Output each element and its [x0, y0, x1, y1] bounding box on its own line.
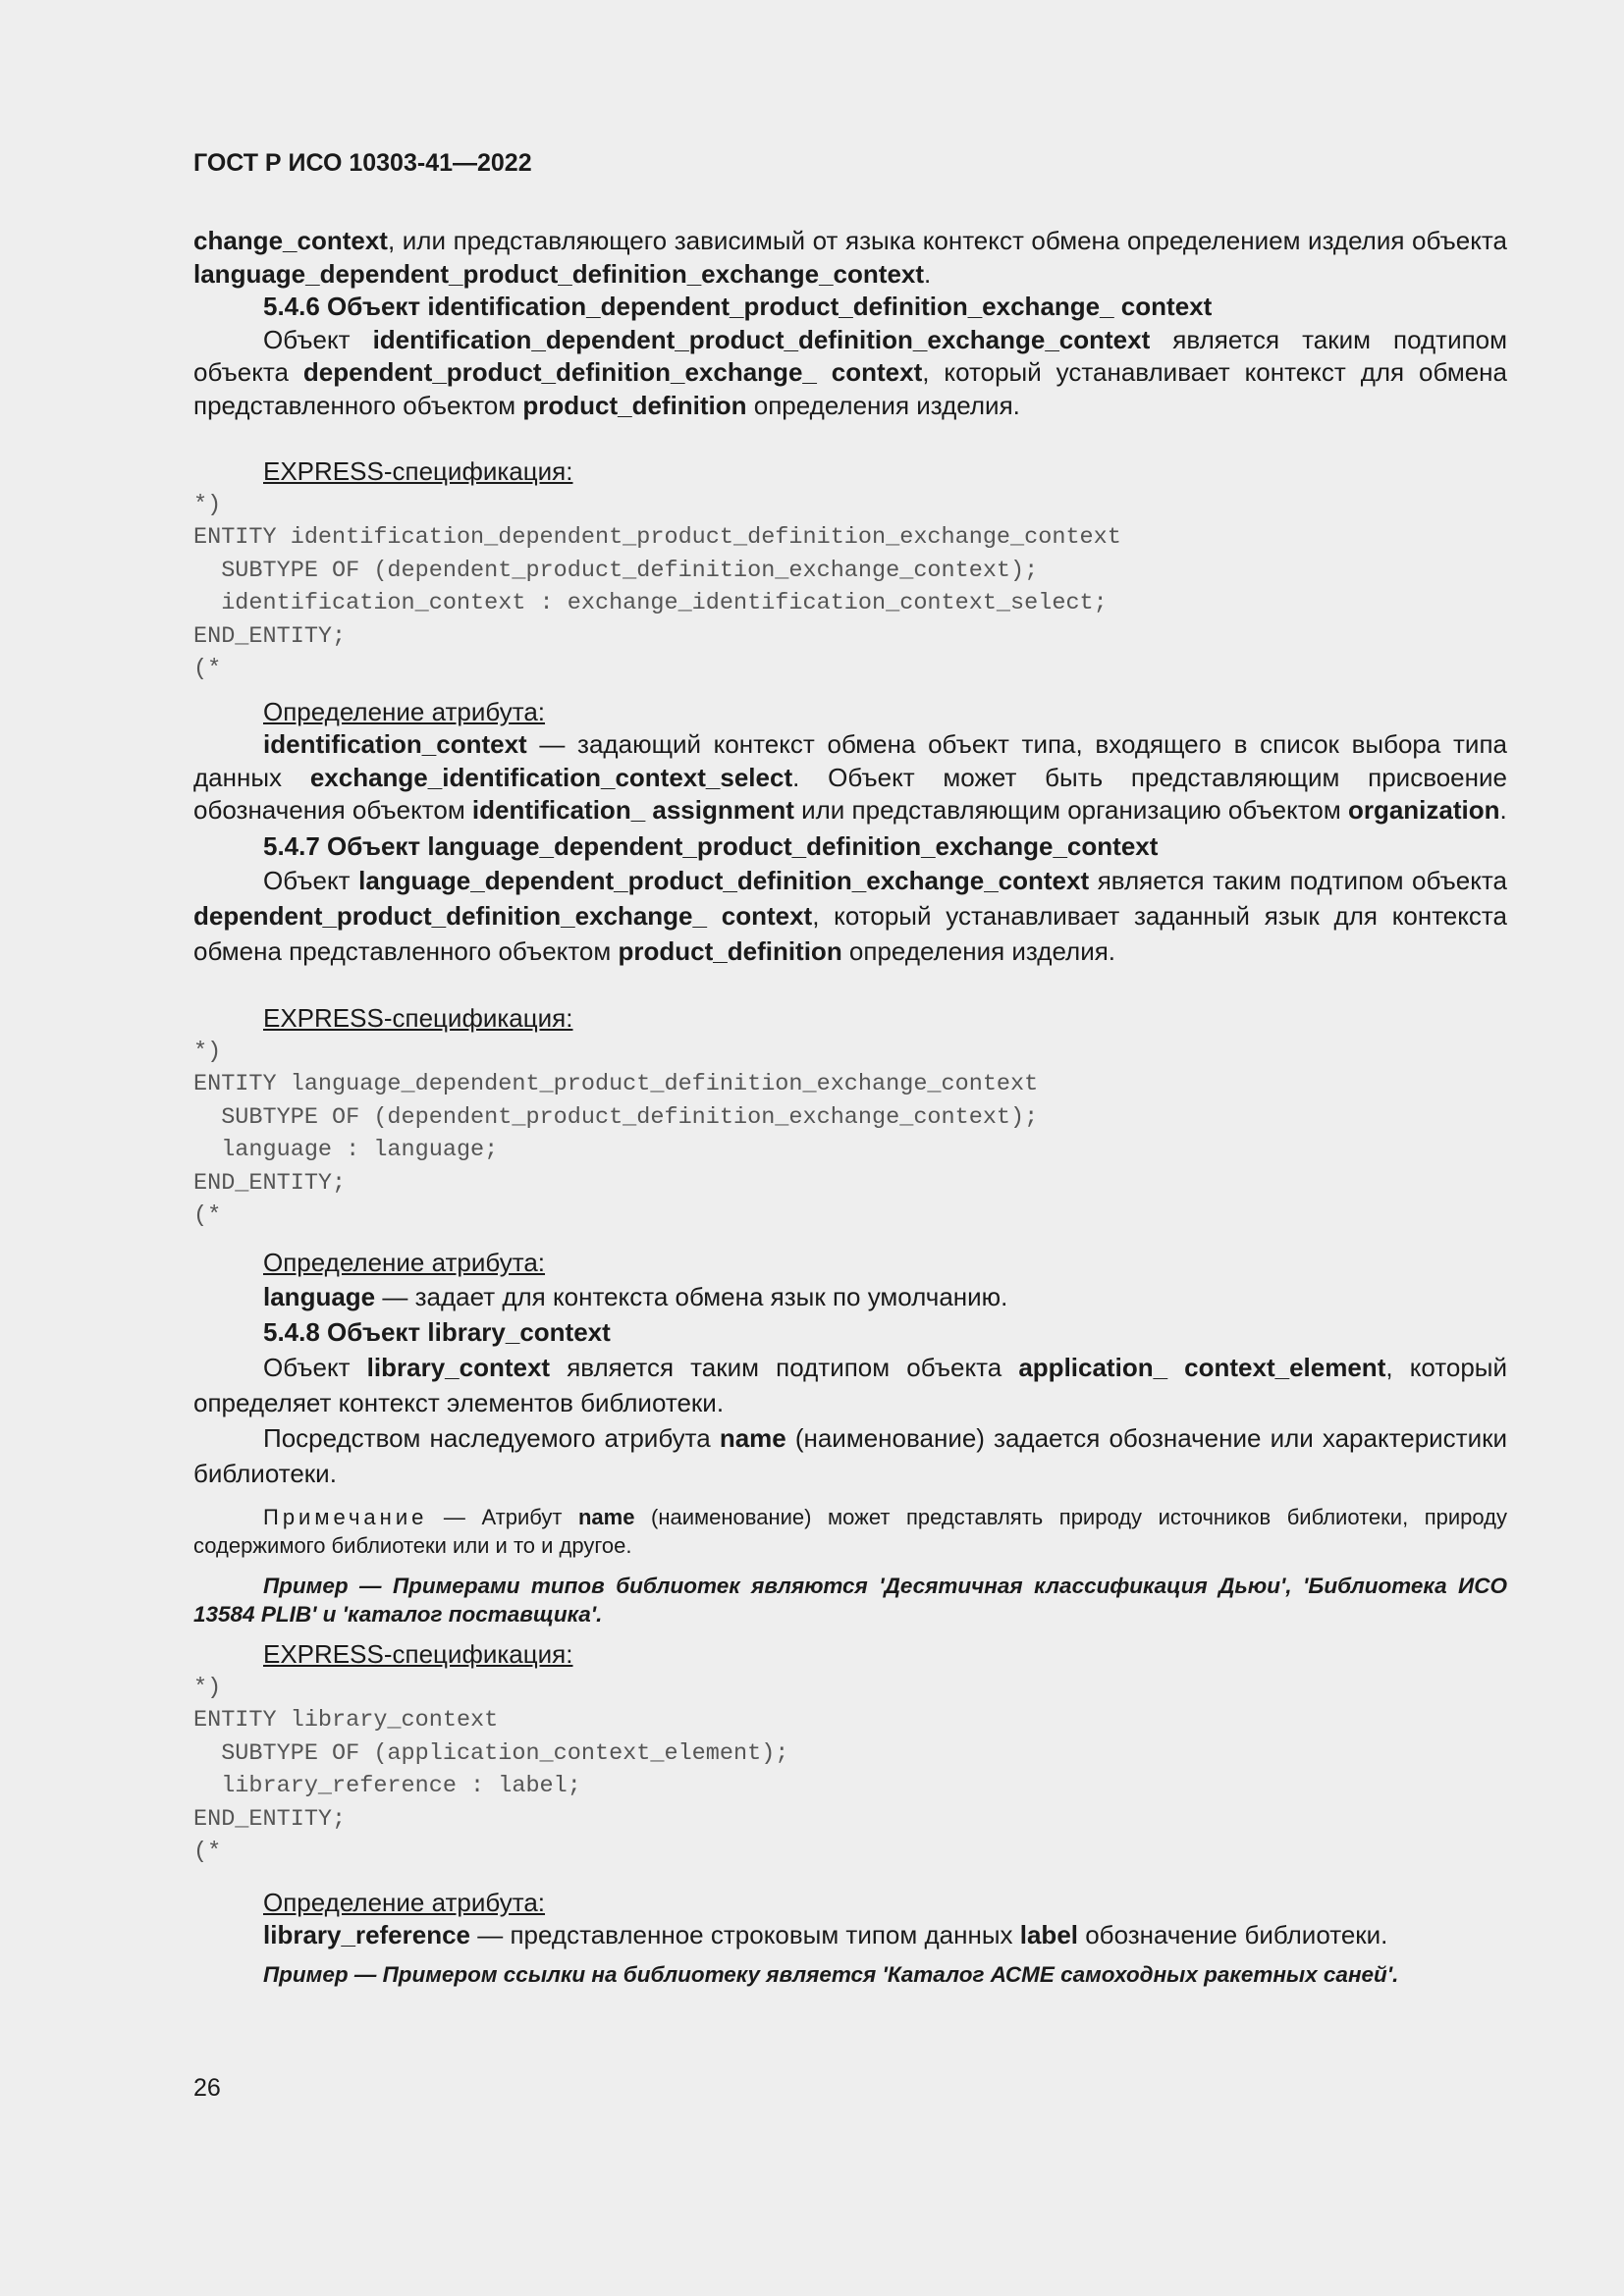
express-spec-label: EXPRESS-спецификация:: [263, 1003, 573, 1033]
attribute-definition-paragraph: library_reference — представленное строковым типом данных label обозначение библиотеки.: [263, 1920, 1388, 1949]
attribute-definition-paragraph: identification_context — задающий контекст обмена объект типа, входящего в список выбора типа данных exchange_identification_context_select. Объект может быть представляющим присвоение обозначения объектом identification_ assignment или представляющим организацию объектом organization.: [193, 729, 1507, 825]
express-spec-label: EXPRESS-спецификация:: [263, 456, 573, 486]
section-heading-5-4-8: 5.4.8 Объект library_context: [263, 1317, 611, 1347]
section-5-4-8-paragraph-2: Посредством наследуемого атрибута name (наименование) задается обозначение или характеристики библиотеки.: [193, 1423, 1508, 1488]
express-code-block: *) ENTITY language_dependent_product_definition_exchange_context SUBTYPE OF (dependent_product_definition_exchange_context); language : language; END_ENTITY; (*: [193, 1038, 1039, 1229]
section-5-4-7-paragraph: Объект language_dependent_product_definition_exchange_context является таким подтипом объекта dependent_product_definition_exchange_ context, который устанавливает заданный язык для контекста обмена представленного объектом product_definition определения изделия.: [193, 866, 1508, 966]
paragraph-continuation: change_context, или представляющего зависимый от языка контекст обмена определением изделия объекта language_dependent_product_definition_exchange_context.: [193, 226, 1507, 289]
section-5-4-8-paragraph-1: Объект library_context является таким подтипом объекта application_ context_element, который определяет контекст элементов библиотеки.: [193, 1353, 1508, 1417]
attribute-definition-paragraph: language — задает для контекста обмена язык по умолчанию.: [263, 1282, 1008, 1311]
express-code-block: *) ENTITY library_context SUBTYPE OF (application_context_element); library_reference : label; END_ENTITY; (*: [193, 1674, 789, 1865]
attribute-definition-label: Определение атрибута:: [263, 696, 546, 726]
note-label: Примечание: [263, 1505, 428, 1529]
express-spec-label: EXPRESS-спецификация:: [263, 1639, 573, 1669]
document-header: ГОСТ Р ИСО 10303-41—2022: [193, 149, 532, 177]
express-code-block: *) ENTITY identification_dependent_product_definition_exchange_context SUBTYPE OF (dependent_product_definition_exchange_context); identification_context : exchange_identification_context_select; END_ENTITY; (*: [193, 491, 1121, 682]
example-paragraph: Пример — Примером ссылки на библиотеку является 'Каталог АСМЕ самоходных ракетных саней'.: [263, 1961, 1399, 1987]
example-paragraph: Пример — Примерами типов библиотек являются 'Десятичная классификация Дьюи', 'Библиотека ИСО 13584 PLIB' и 'каталог поставщика'.: [193, 1574, 1507, 1627]
document-body: [193, 225, 1507, 1989]
attribute-definition-label: Определение атрибута:: [263, 1887, 546, 1917]
section-heading-5-4-6: 5.4.6 Объект identification_dependent_product_definition_exchange_ context: [263, 292, 1213, 321]
note-paragraph: Примечание — Атрибут name (наименование) может представлять природу источников библиотеки, природу содержимого библиотеки или и то и другое.: [193, 1505, 1507, 1558]
section-5-4-6-paragraph: Объект identification_dependent_product_definition_exchange_context является таким подтипом объекта dependent_product_definition_exchange_ context, который устанавливает контекст для обмена представленного объектом product_definition определения изделия.: [193, 324, 1508, 420]
section-heading-5-4-7: 5.4.7 Объект language_dependent_product_definition_exchange_context: [263, 830, 1159, 861]
page-number: 26: [193, 2074, 221, 2102]
attribute-definition-label: Определение атрибута:: [263, 1247, 546, 1277]
